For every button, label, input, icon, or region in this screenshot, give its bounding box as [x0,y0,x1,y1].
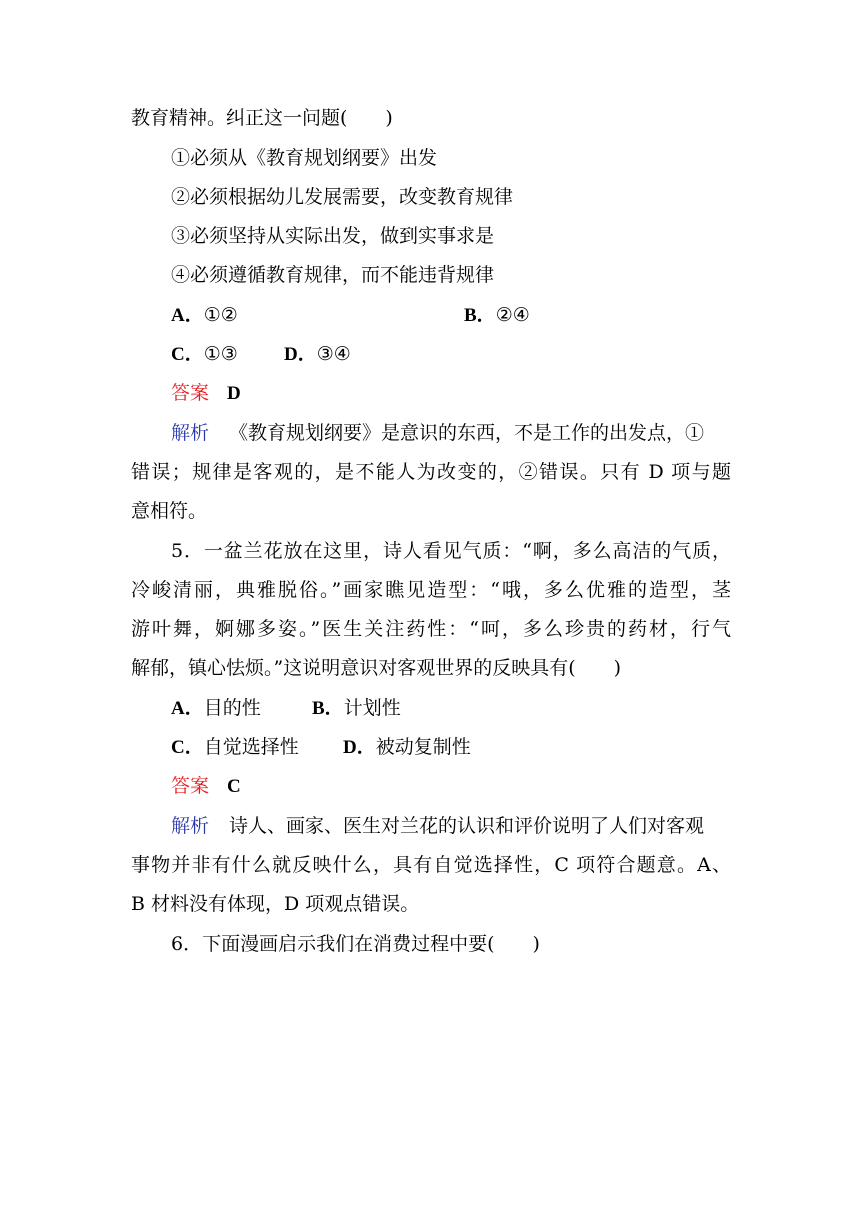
q5-stem-line-2: 冷峻清丽，典雅脱俗。”画家瞧见造型：“哦，多么优雅的造型，茎 [131,579,731,601]
q5-answer [171,774,771,799]
q5-stem-line-3: 游叶舞，婀娜多姿。”医生关注药性：“呵，多么珍贵的药材，行气 [131,618,731,640]
q4-answer-value: D [227,383,241,404]
q5-option-a-text: 目的性 [203,697,261,719]
q4-option-b-text: ②④ [495,304,530,326]
q5-stem-line-4: 解郁，镇心怯烦。”这说明意识对客观世界的反映具有( ) [131,657,622,679]
q5-option-b-letter: B． [312,698,344,719]
q5-analysis-line-1 [171,814,731,838]
q4-option-c-letter: C． [171,344,204,365]
q6-stem: 6．下面漫画启示我们在消费过程中要( ) [171,933,540,955]
q4-option-c-text: ①③ [203,343,238,365]
q5-option-b [312,696,512,721]
q4-option-b-letter: B． [464,305,496,326]
q4-option-a-letter: A． [171,305,204,326]
q4-option-b [464,303,664,328]
q4-analysis-line-1 [171,421,731,445]
q5-analysis-text-1: 诗人、画家、医生对兰花的认识和评价说明了人们对客观 [229,815,705,837]
q4-analysis-label: 解析 [171,422,210,444]
q4-answer-label: 答案 [171,382,210,404]
q5-option-c-text: 自觉选择性 [203,736,299,758]
q5-option-a-letter: A． [171,698,204,719]
q4-analysis-line-3: 意相符。 [131,500,208,522]
q5-analysis-label: 解析 [171,815,210,837]
q4-statement-2: ②必须根据幼儿发展需要，改变教育规律 [171,186,514,208]
q5-option-d [343,735,543,760]
q4-answer [171,381,771,406]
q4-stem-tail: 教育精神。纠正这一问题( ) [131,107,393,129]
q4-option-d [284,342,484,367]
q4-option-a-text: ①② [203,304,238,326]
q4-option-d-letter: D． [284,344,317,365]
q5-answer-value: C [227,776,241,797]
q5-option-b-text: 计划性 [343,697,401,719]
q5-option-d-text: 被动复制性 [375,736,471,758]
q4-statement-4: ④必须遵循教育规律，而不能违背规律 [171,264,495,286]
q4-option-d-text: ③④ [316,343,351,365]
q4-statement-3: ③必须坚持从实际出发，做到实事求是 [171,225,495,247]
q5-option-c-letter: C． [171,737,204,758]
q5-analysis-line-3: B 材料没有体现，D 项观点错误。 [131,893,420,915]
q5-answer-label: 答案 [171,775,210,797]
q5-option-d-letter: D． [343,737,376,758]
q5-stem-line-1: 5．一盆兰花放在这里，诗人看见气质：“啊，多么高洁的气质， [171,540,731,562]
q4-analysis-text-1: 《教育规划纲要》是意识的东西，不是工作的出发点，① [229,422,705,444]
q4-statement-1: ①必须从《教育规划纲要》出发 [171,147,438,169]
q4-analysis-line-2: 错误；规律是客观的，是不能人为改变的，②错误。只有 D 项与题 [131,461,731,483]
q5-analysis-line-2: 事物并非有什么就反映什么，具有自觉选择性，C 项符合题意。A、 [131,854,731,876]
